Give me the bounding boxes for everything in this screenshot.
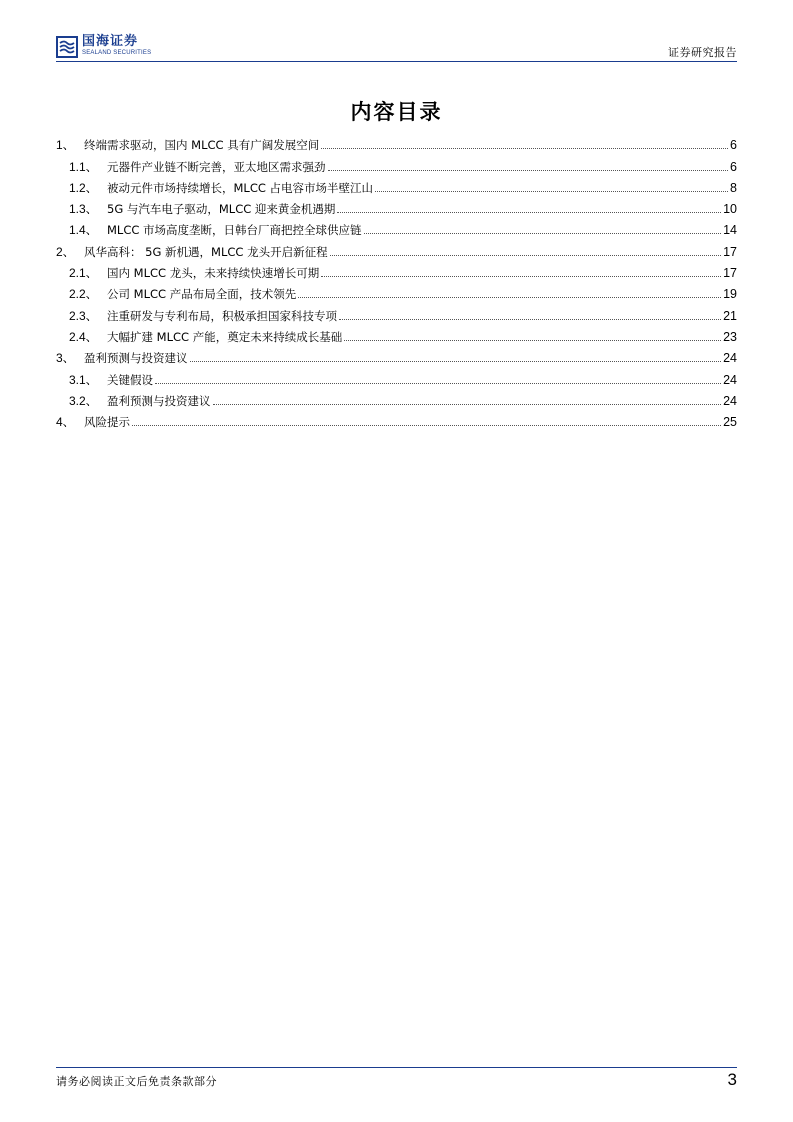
- toc-entry[interactable]: [56, 196, 737, 217]
- page-header: [56, 34, 737, 62]
- toc-entry-page: 17: [723, 244, 737, 259]
- toc-entry-number: 1.1、: [69, 159, 98, 174]
- toc-entry-title: 关键假设: [107, 372, 153, 387]
- toc-entry-title: 盈利预测与投资建议: [84, 351, 188, 366]
- toc-entry[interactable]: [56, 238, 737, 259]
- toc-entry[interactable]: [56, 260, 737, 281]
- toc-entry-number: 3、: [56, 351, 75, 366]
- toc-entry-number: 2、: [56, 244, 75, 259]
- toc-entry-page: 21: [723, 308, 737, 323]
- toc-title: 内容目录: [350, 99, 443, 124]
- toc-entry-title: 风华高科： 5G 新机遇，MLCC 龙头开启新征程: [84, 244, 328, 259]
- toc-entry[interactable]: [56, 345, 737, 366]
- toc-dot-leader: [364, 232, 722, 234]
- toc-entry-page: 24: [723, 372, 737, 387]
- sealand-logo-icon: [56, 36, 78, 58]
- toc-entry[interactable]: [56, 388, 737, 409]
- toc-entry-page: 23: [723, 329, 737, 344]
- toc-entry-number: 2.3、: [69, 308, 98, 323]
- toc-entry-page: 19: [723, 287, 737, 302]
- toc-dot-leader: [330, 254, 722, 256]
- toc-entry-number: 1.2、: [69, 180, 98, 195]
- toc-dot-leader: [339, 318, 721, 320]
- table-of-contents: [56, 132, 737, 430]
- toc-entry-title: 公司 MLCC 产品布局全面，技术领先: [107, 287, 297, 302]
- toc-dot-leader: [213, 403, 722, 405]
- toc-entry-title: MLCC 市场高度垄断，日韩台厂商把控全球供应链: [107, 223, 362, 238]
- toc-dot-leader: [328, 169, 729, 171]
- company-logo: [56, 34, 151, 62]
- toc-entry-page: 17: [723, 266, 737, 281]
- toc-dot-leader: [344, 339, 721, 341]
- header-divider: [56, 61, 737, 62]
- toc-entry-title: 元器件产业链不断完善，亚太地区需求强劲: [107, 159, 326, 174]
- toc-entry-title: 5G 与汽车电子驱动，MLCC 迎来黄金机遇期: [107, 202, 336, 217]
- toc-entry-page: 25: [723, 415, 737, 430]
- toc-entry-number: 2.1、: [69, 266, 98, 281]
- toc-entry-title: 风险提示: [84, 415, 130, 430]
- toc-entry-title: 注重研发与专利布局，积极承担国家科技专项: [107, 308, 337, 323]
- toc-entry-page: 8: [730, 180, 737, 195]
- toc-entry-number: 2.4、: [69, 329, 98, 344]
- toc-dot-leader: [190, 360, 722, 362]
- toc-entry-page: 24: [723, 393, 737, 408]
- disclaimer-note: 请务必阅读正文后免责条款部分: [56, 1075, 217, 1088]
- toc-entry-title: 盈利预测与投资建议: [107, 393, 211, 408]
- logo-chinese-name: 国海证券: [82, 34, 139, 49]
- footer-divider: [56, 1067, 737, 1068]
- toc-entry[interactable]: [56, 366, 737, 387]
- toc-entry[interactable]: [56, 132, 737, 153]
- toc-entry-page: 6: [730, 138, 737, 153]
- toc-entry-page: 14: [723, 223, 737, 238]
- toc-dot-leader: [132, 424, 721, 426]
- toc-entry-title: 大幅扩建 MLCC 产能，奠定未来持续成长基础: [107, 329, 343, 344]
- toc-entry-number: 2.2、: [69, 287, 98, 302]
- toc-entry-page: 24: [723, 351, 737, 366]
- toc-entry[interactable]: [56, 281, 737, 302]
- logo-english-name: SEALAND SECURITIES: [82, 50, 152, 56]
- toc-dot-leader: [375, 190, 728, 192]
- toc-entry[interactable]: [56, 153, 737, 174]
- toc-entry[interactable]: [56, 217, 737, 238]
- toc-dot-leader: [298, 296, 721, 298]
- report-type-label: 证券研究报告: [668, 46, 737, 59]
- toc-entry[interactable]: [56, 302, 737, 323]
- toc-dot-leader: [321, 275, 721, 277]
- toc-dot-leader: [155, 382, 721, 384]
- page-number: 3: [727, 1070, 737, 1089]
- toc-entry-number: 1.3、: [69, 202, 98, 217]
- toc-entry[interactable]: [56, 324, 737, 345]
- toc-entry-title: 国内 MLCC 龙头，未来持续快速增长可期: [107, 266, 320, 281]
- toc-entry[interactable]: [56, 175, 737, 196]
- toc-entry-number: 4、: [56, 415, 75, 430]
- toc-entry-number: 1.4、: [69, 223, 98, 238]
- toc-entry-number: 1、: [56, 138, 75, 153]
- toc-entry-title: 终端需求驱动，国内 MLCC 具有广阔发展空间: [84, 138, 320, 153]
- toc-dot-leader: [337, 211, 721, 213]
- toc-entry-number: 3.1、: [69, 372, 98, 387]
- toc-dot-leader: [321, 147, 728, 149]
- toc-entry-title: 被动元件市场持续增长，MLCC 占电容市场半壁江山: [107, 180, 374, 195]
- toc-entry-number: 3.2、: [69, 393, 98, 408]
- toc-entry-page: 6: [730, 159, 737, 174]
- toc-entry-page: 10: [723, 202, 737, 217]
- toc-entry[interactable]: [56, 409, 737, 430]
